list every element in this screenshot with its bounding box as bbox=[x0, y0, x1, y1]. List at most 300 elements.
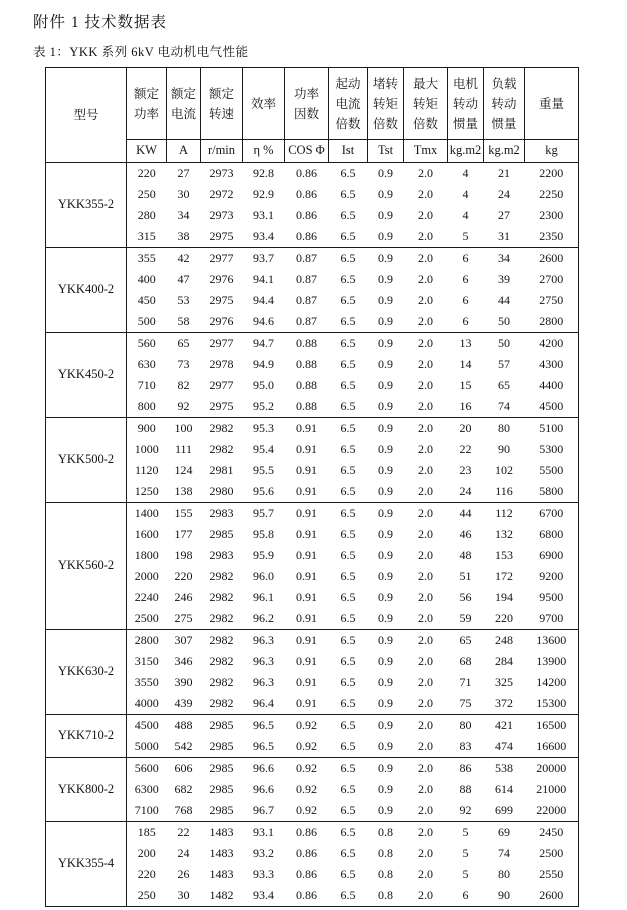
column-header: 最大 转矩 倍数 bbox=[404, 68, 448, 140]
table-cell: 82 bbox=[177, 378, 190, 393]
table-cell: 2.0 bbox=[418, 357, 433, 372]
table-cell: 47 bbox=[177, 272, 190, 287]
table-cell: 30 bbox=[177, 187, 190, 202]
table-cell: 6.5 bbox=[340, 442, 356, 457]
table-cell: 16500 bbox=[525, 715, 579, 737]
table-cell: 710 bbox=[137, 378, 156, 393]
table-cell: 94.9 bbox=[253, 357, 274, 372]
table-cell: 275 bbox=[174, 611, 193, 626]
table-cell: 1483 bbox=[209, 846, 234, 861]
table-cell: 6.5 bbox=[340, 803, 356, 818]
unit-header: COS Φ bbox=[285, 140, 329, 163]
table-cell: 0.9 bbox=[368, 333, 404, 355]
table-cell: 0.86 bbox=[285, 163, 329, 185]
table-cell: 0.9 bbox=[378, 399, 393, 414]
table-cell: 421 bbox=[484, 715, 525, 737]
table-cell: 0.9 bbox=[378, 442, 393, 457]
table-cell: 2976 bbox=[209, 272, 234, 287]
table-cell: 3550 bbox=[134, 675, 159, 690]
table-cell: 2.0 bbox=[404, 333, 448, 355]
table-header bbox=[46, 68, 579, 163]
table-cell: 2.0 bbox=[418, 484, 433, 499]
table-cell: 58 bbox=[177, 314, 190, 329]
table-cell: 0.91 bbox=[296, 654, 317, 669]
table-cell: 2.0 bbox=[418, 399, 433, 414]
table-cell: 2985 bbox=[209, 782, 234, 797]
table-cell: 0.9 bbox=[378, 293, 393, 308]
table-cell: 682 bbox=[174, 782, 193, 797]
table-cell: 6.5 bbox=[340, 378, 356, 393]
table-cell: 0.91 bbox=[285, 418, 329, 440]
table-cell: 6.5 bbox=[329, 418, 368, 440]
table-cell: 0.9 bbox=[378, 569, 393, 584]
table-cell: 2.0 bbox=[418, 229, 433, 244]
table-cell: 0.86 bbox=[296, 208, 317, 223]
table-body bbox=[46, 163, 579, 907]
table-cell: 0.9 bbox=[378, 357, 393, 372]
table-cell: 22 bbox=[459, 442, 472, 457]
table-cell: 2.0 bbox=[418, 442, 433, 457]
table-cell: 2982 bbox=[209, 611, 234, 626]
table-cell: 95.6 bbox=[253, 484, 274, 499]
table-cell: 22 bbox=[167, 822, 201, 844]
table-cell: 325 bbox=[495, 675, 513, 690]
table-cell: 65 bbox=[448, 630, 484, 652]
table-cell: 2.0 bbox=[404, 758, 448, 780]
table-cell: 93.4 bbox=[253, 229, 274, 244]
model-cell: YKK355-2 bbox=[46, 163, 127, 248]
column-header: 重量 bbox=[525, 68, 579, 140]
column-header: 电机 转动 惯量 bbox=[448, 68, 484, 140]
table-row bbox=[46, 333, 579, 355]
table-cell: 13900 bbox=[536, 654, 567, 669]
table-cell: 0.92 bbox=[296, 803, 317, 818]
table-cell: 2977 bbox=[209, 378, 234, 393]
table-cell: 2.0 bbox=[418, 782, 433, 797]
table-cell: 2975 bbox=[209, 229, 234, 244]
table-cell: 439 bbox=[174, 696, 193, 711]
table-cell: 1600 bbox=[134, 527, 159, 542]
table-cell: 538 bbox=[484, 758, 525, 780]
table-cell: 14 bbox=[459, 357, 472, 372]
table-cell: 96.1 bbox=[253, 590, 274, 605]
table-cell: 606 bbox=[167, 758, 201, 780]
table-cell: 220 bbox=[137, 867, 156, 882]
table-cell: 6 bbox=[462, 888, 469, 903]
table-cell: 4 bbox=[462, 208, 469, 223]
table-cell: 0.92 bbox=[285, 715, 329, 737]
unit-header: r/min bbox=[201, 140, 243, 163]
table-cell: 0.91 bbox=[296, 463, 317, 478]
table-cell: 6.5 bbox=[329, 630, 368, 652]
table-cell: 0.91 bbox=[296, 675, 317, 690]
table-cell: 6.5 bbox=[329, 715, 368, 737]
table-cell: 0.9 bbox=[378, 675, 393, 690]
table-cell: 699 bbox=[495, 803, 513, 818]
table-cell: 2800 bbox=[539, 314, 564, 329]
table-cell: 74 bbox=[498, 399, 510, 414]
table-cell: 6.5 bbox=[340, 357, 356, 372]
column-header: 起动 电流 倍数 bbox=[329, 68, 368, 140]
table-cell: 6900 bbox=[539, 548, 564, 563]
table-cell: 5 bbox=[462, 229, 469, 244]
table-cell: 96.3 bbox=[253, 654, 274, 669]
table-cell: 6 bbox=[448, 248, 484, 270]
table-cell: 2980 bbox=[209, 484, 234, 499]
table-cell: 2240 bbox=[134, 590, 159, 605]
table-cell: 92 bbox=[459, 803, 472, 818]
table-cell: 0.9 bbox=[378, 484, 393, 499]
table-cell: 50 bbox=[498, 314, 510, 329]
table-cell: 2982 bbox=[201, 630, 243, 652]
table-cell: 2982 bbox=[209, 569, 234, 584]
table-cell: 95.0 bbox=[253, 378, 274, 393]
table-cell: 38 bbox=[177, 229, 190, 244]
table-cell: 0.9 bbox=[378, 463, 393, 478]
table-cell: 90 bbox=[498, 442, 510, 457]
table-cell: 5600 bbox=[127, 758, 167, 780]
table-cell: 307 bbox=[167, 630, 201, 652]
table-cell: 5300 bbox=[539, 442, 564, 457]
table-cell: 132 bbox=[495, 527, 513, 542]
table-cell: 2985 bbox=[201, 715, 243, 737]
table-cell: 2.0 bbox=[418, 527, 433, 542]
table-cell: 2.0 bbox=[418, 569, 433, 584]
model-cell: YKK450-2 bbox=[46, 333, 127, 418]
table-cell: 34 bbox=[484, 248, 525, 270]
table-cell: 0.9 bbox=[368, 248, 404, 270]
table-cell: 30 bbox=[177, 888, 190, 903]
table-row bbox=[46, 163, 579, 185]
model-cell: YKK630-2 bbox=[46, 630, 127, 715]
table-cell: 500 bbox=[137, 314, 156, 329]
table-cell: 0.9 bbox=[378, 378, 393, 393]
table-cell: 24 bbox=[498, 187, 510, 202]
table-cell: 22000 bbox=[536, 803, 567, 818]
table-cell: 92.8 bbox=[243, 163, 285, 185]
table-cell: 80 bbox=[484, 418, 525, 440]
table-cell: 280 bbox=[137, 208, 156, 223]
table-cell: 80 bbox=[448, 715, 484, 737]
table-cell: 59 bbox=[459, 611, 472, 626]
table-cell: 2982 bbox=[209, 696, 234, 711]
table-cell: 95.5 bbox=[253, 463, 274, 478]
table-cell: 488 bbox=[167, 715, 201, 737]
table-cell: 6.5 bbox=[340, 888, 356, 903]
table-cell: 2983 bbox=[209, 548, 234, 563]
table-cell: 2.0 bbox=[418, 654, 433, 669]
table-cell: 0.9 bbox=[378, 590, 393, 605]
table-cell: 2.0 bbox=[418, 803, 433, 818]
table-cell: 6 bbox=[462, 272, 469, 287]
table-cell: 0.9 bbox=[378, 696, 393, 711]
table-cell: 6.5 bbox=[340, 782, 356, 797]
table-cell: 0.9 bbox=[378, 548, 393, 563]
table-cell: 95.9 bbox=[253, 548, 274, 563]
unit-header: KW bbox=[127, 140, 167, 163]
table-cell: 96.5 bbox=[253, 739, 274, 754]
table-cell: 0.91 bbox=[285, 503, 329, 525]
table-cell: 23 bbox=[459, 463, 472, 478]
table-cell: 2450 bbox=[525, 822, 579, 844]
table-cell: 0.8 bbox=[378, 867, 393, 882]
table-cell: 6.5 bbox=[329, 248, 368, 270]
table-cell: 2.0 bbox=[418, 611, 433, 626]
table-cell: 83 bbox=[459, 739, 472, 754]
table-cell: 96.3 bbox=[253, 675, 274, 690]
table-cell: 2.0 bbox=[404, 630, 448, 652]
table-cell: 2981 bbox=[209, 463, 234, 478]
table-cell: 26 bbox=[177, 867, 190, 882]
table-cell: 94.7 bbox=[243, 333, 285, 355]
table-cell: 9200 bbox=[539, 569, 564, 584]
table-cell: 0.9 bbox=[378, 611, 393, 626]
table-cell: 48 bbox=[459, 548, 472, 563]
table-cell: 71 bbox=[459, 675, 472, 690]
model-column-header: 型号 bbox=[46, 68, 127, 163]
table-cell: 2300 bbox=[539, 208, 564, 223]
table-cell: 6.5 bbox=[340, 293, 356, 308]
table-cell: 1000 bbox=[134, 442, 159, 457]
table-cell: 96.6 bbox=[243, 758, 285, 780]
table-cell: 2.0 bbox=[404, 163, 448, 185]
table-cell: 1483 bbox=[209, 867, 234, 882]
table-cell: 92 bbox=[177, 399, 190, 414]
table-cell: 4000 bbox=[134, 696, 159, 711]
table-cell: 248 bbox=[484, 630, 525, 652]
model-cell: YKK710-2 bbox=[46, 715, 127, 758]
table-cell: 0.8 bbox=[378, 888, 393, 903]
table-cell: 220 bbox=[495, 611, 513, 626]
table-cell: 2.0 bbox=[418, 293, 433, 308]
table-cell: 2600 bbox=[539, 888, 564, 903]
model-cell: YKK560-2 bbox=[46, 503, 127, 630]
table-row bbox=[46, 822, 579, 844]
table-cell: 2982 bbox=[201, 418, 243, 440]
table-cell: 80 bbox=[498, 867, 510, 882]
table-cell: 284 bbox=[495, 654, 513, 669]
table-cell: 0.9 bbox=[378, 782, 393, 797]
table-cell: 6.5 bbox=[340, 611, 356, 626]
table-cell: 6 bbox=[462, 314, 469, 329]
table-cell: 0.86 bbox=[296, 846, 317, 861]
table-cell: 800 bbox=[137, 399, 156, 414]
table-cell: 93.7 bbox=[243, 248, 285, 270]
table-cell: 2.0 bbox=[418, 846, 433, 861]
table-cell: 24 bbox=[459, 484, 472, 499]
table-cell: 0.86 bbox=[296, 229, 317, 244]
table-cell: 93.1 bbox=[253, 208, 274, 223]
table-row bbox=[46, 630, 579, 652]
table-cell: 246 bbox=[174, 590, 193, 605]
table-cell: 4500 bbox=[127, 715, 167, 737]
model-cell: YKK400-2 bbox=[46, 248, 127, 333]
table-cell: 0.9 bbox=[378, 527, 393, 542]
table-cell: 1400 bbox=[127, 503, 167, 525]
table-cell: 96.0 bbox=[253, 569, 274, 584]
table-cell: 7100 bbox=[134, 803, 159, 818]
table-cell: 13 bbox=[448, 333, 484, 355]
table-cell: 0.9 bbox=[368, 503, 404, 525]
table-cell: 69 bbox=[484, 822, 525, 844]
table-cell: 20 bbox=[448, 418, 484, 440]
column-header: 堵转 转矩 倍数 bbox=[368, 68, 404, 140]
table-cell: 194 bbox=[495, 590, 513, 605]
table-cell: 155 bbox=[167, 503, 201, 525]
table-cell: 46 bbox=[459, 527, 472, 542]
table-cell: 2.0 bbox=[418, 888, 433, 903]
table-cell: 0.87 bbox=[296, 293, 317, 308]
table-cell: 2.0 bbox=[418, 187, 433, 202]
table-cell: 2985 bbox=[209, 527, 234, 542]
table-cell: 0.86 bbox=[296, 867, 317, 882]
table-cell: 0.91 bbox=[296, 569, 317, 584]
table-cell: 112 bbox=[484, 503, 525, 525]
table-cell: 315 bbox=[137, 229, 156, 244]
table-cell: 1250 bbox=[134, 484, 159, 499]
table-cell: 75 bbox=[459, 696, 472, 711]
table-cell: 2.0 bbox=[418, 272, 433, 287]
table-row bbox=[46, 503, 579, 525]
table-cell: 177 bbox=[174, 527, 193, 542]
table-cell: 2976 bbox=[209, 314, 234, 329]
table-cell: 0.91 bbox=[296, 590, 317, 605]
table-cell: 0.9 bbox=[378, 654, 393, 669]
table-cell: 6.5 bbox=[340, 846, 356, 861]
table-cell: 95.7 bbox=[243, 503, 285, 525]
table-cell: 93.3 bbox=[253, 867, 274, 882]
table-cell: 6.5 bbox=[340, 399, 356, 414]
table-cell: 44 bbox=[498, 293, 510, 308]
table-cell: 2000 bbox=[134, 569, 159, 584]
table-cell: 153 bbox=[495, 548, 513, 563]
table-cell: 95.2 bbox=[253, 399, 274, 414]
table-cell: 15 bbox=[459, 378, 472, 393]
table-cell: 2973 bbox=[209, 208, 234, 223]
table-cell: 0.9 bbox=[368, 715, 404, 737]
table-cell: 2700 bbox=[539, 272, 564, 287]
column-header: 功率 因数 bbox=[285, 68, 329, 140]
unit-header: η % bbox=[243, 140, 285, 163]
table-cell: 93.4 bbox=[253, 888, 274, 903]
table-cell: 2.0 bbox=[404, 503, 448, 525]
table-cell: 5100 bbox=[525, 418, 579, 440]
table-cell: 2550 bbox=[539, 867, 564, 882]
table-cell: 50 bbox=[484, 333, 525, 355]
table-cell: 1800 bbox=[134, 548, 159, 563]
table-cell: 13600 bbox=[525, 630, 579, 652]
table-cell: 6.5 bbox=[340, 739, 356, 754]
table-cell: 100 bbox=[167, 418, 201, 440]
table-cell: 0.92 bbox=[296, 782, 317, 797]
table-cell: 93.1 bbox=[243, 822, 285, 844]
table-cell: 450 bbox=[137, 293, 156, 308]
table-cell: 0.9 bbox=[368, 163, 404, 185]
table-cell: 95.3 bbox=[243, 418, 285, 440]
table-cell: 2977 bbox=[201, 333, 243, 355]
table-cell: 6800 bbox=[539, 527, 564, 542]
table-cell: 21000 bbox=[536, 782, 567, 797]
table-cell: 39 bbox=[498, 272, 510, 287]
table-cell: 2.0 bbox=[418, 867, 433, 882]
table-cell: 6.5 bbox=[340, 229, 356, 244]
table-cell: 6300 bbox=[134, 782, 159, 797]
table-cell: 95.8 bbox=[253, 527, 274, 542]
table-cell: 2.0 bbox=[404, 418, 448, 440]
table-cell: 2500 bbox=[134, 611, 159, 626]
table-cell: 200 bbox=[137, 846, 156, 861]
table-cell: 4300 bbox=[539, 357, 564, 372]
table-cell: 1120 bbox=[134, 463, 159, 478]
table-cell: 86 bbox=[448, 758, 484, 780]
table-cell: 2985 bbox=[209, 803, 234, 818]
table-cell: 560 bbox=[127, 333, 167, 355]
table-cell: 96.7 bbox=[253, 803, 274, 818]
table-cell: 0.92 bbox=[285, 758, 329, 780]
column-header: 额定 转速 bbox=[201, 68, 243, 140]
table-cell: 94.6 bbox=[253, 314, 274, 329]
table-cell: 111 bbox=[174, 442, 193, 457]
table-cell: 2.0 bbox=[404, 822, 448, 844]
table-cell: 102 bbox=[495, 463, 513, 478]
table-cell: 4 bbox=[462, 187, 469, 202]
table-cell: 6.5 bbox=[340, 484, 356, 499]
table-cell: 0.91 bbox=[296, 548, 317, 563]
table-cell: 88 bbox=[459, 782, 472, 797]
column-header: 效率 bbox=[243, 68, 285, 140]
model-cell: YKK355-4 bbox=[46, 822, 127, 907]
table-cell: 92.9 bbox=[253, 187, 274, 202]
table-cell: 346 bbox=[174, 654, 193, 669]
table-cell: 1482 bbox=[209, 888, 234, 903]
table-cell: 6.5 bbox=[340, 654, 356, 669]
table-cell: 116 bbox=[495, 484, 513, 499]
table-cell: 0.9 bbox=[378, 272, 393, 287]
table-cell: 16600 bbox=[536, 739, 567, 754]
table-cell: 900 bbox=[127, 418, 167, 440]
table-cell: 96.2 bbox=[253, 611, 274, 626]
table-cell: 0.87 bbox=[296, 272, 317, 287]
table-cell: 400 bbox=[137, 272, 156, 287]
table-cell: 0.86 bbox=[285, 822, 329, 844]
table-cell: 27 bbox=[167, 163, 201, 185]
table-cell: 51 bbox=[459, 569, 472, 584]
table-cell: 2985 bbox=[201, 758, 243, 780]
table-cell: 768 bbox=[174, 803, 193, 818]
table-cell: 6.5 bbox=[340, 527, 356, 542]
table-cell: 0.91 bbox=[285, 630, 329, 652]
table-cell: 0.91 bbox=[296, 527, 317, 542]
table-cell: 250 bbox=[137, 187, 156, 202]
column-header: 负载 转动 惯量 bbox=[484, 68, 525, 140]
table-cell: 6.5 bbox=[340, 272, 356, 287]
table-cell: 2500 bbox=[539, 846, 564, 861]
table-cell: 9700 bbox=[539, 611, 564, 626]
table-cell: 6.5 bbox=[340, 569, 356, 584]
table-cell: 2.0 bbox=[418, 696, 433, 711]
table-cell: 2982 bbox=[209, 654, 234, 669]
table-cell: 5800 bbox=[539, 484, 564, 499]
table-cell: 9500 bbox=[539, 590, 564, 605]
table-cell: 2.0 bbox=[418, 314, 433, 329]
table-cell: 16 bbox=[459, 399, 472, 414]
table-cell: 74 bbox=[498, 846, 510, 861]
table-cell: 2975 bbox=[209, 293, 234, 308]
table-cell: 6.5 bbox=[340, 208, 356, 223]
table-cell: 2972 bbox=[209, 187, 234, 202]
table-cell: 21 bbox=[484, 163, 525, 185]
table-caption: 表 1：YKK 系列 6kV 电动机电气性能 bbox=[33, 45, 249, 59]
